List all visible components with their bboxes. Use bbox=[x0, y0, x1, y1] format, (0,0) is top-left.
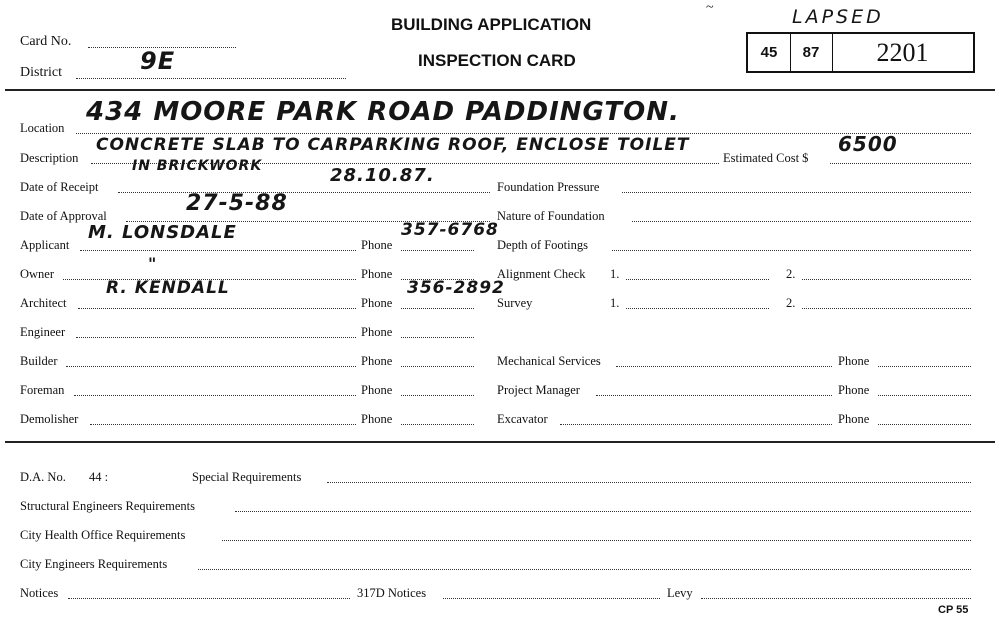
architect-phone-label: Phone bbox=[361, 296, 393, 310]
architect-phone-value: 356-2892 bbox=[407, 278, 505, 298]
ref-cell-a: 45 bbox=[748, 34, 791, 71]
demolisher-phone-label: Phone bbox=[361, 412, 393, 426]
alignment-check-label: Alignment Check bbox=[497, 267, 586, 281]
city-engineers-label: City Engineers Requirements bbox=[20, 557, 168, 571]
mechanical-phone-line bbox=[878, 366, 971, 367]
date-receipt-value: 28.10.87. bbox=[330, 165, 435, 186]
applicant-value: M. LONSDALE bbox=[88, 222, 237, 243]
lapsed-stamp: LAPSED bbox=[792, 6, 884, 28]
mechanical-line bbox=[616, 366, 832, 367]
builder-line bbox=[66, 366, 356, 367]
project-manager-line bbox=[596, 395, 832, 396]
depth-footings-label: Depth of Footings bbox=[497, 238, 588, 252]
special-requirements-label: Special Requirements bbox=[192, 470, 302, 484]
demolisher-label: Demolisher bbox=[20, 412, 79, 426]
foundation-pressure-label: Foundation Pressure bbox=[497, 180, 600, 194]
date-approval-value: 27-5-88 bbox=[186, 191, 288, 216]
nature-foundation-label: Nature of Foundation bbox=[497, 209, 605, 223]
header-divider bbox=[5, 89, 995, 91]
excavator-label: Excavator bbox=[497, 412, 548, 426]
district-line bbox=[76, 78, 346, 79]
foreman-phone-label: Phone bbox=[361, 383, 393, 397]
project-manager-phone-label: Phone bbox=[838, 383, 870, 397]
location-value: 434 MOORE PARK ROAD PADDINGTON. bbox=[86, 97, 680, 127]
survey-2-label: 2. bbox=[786, 296, 796, 310]
nature-foundation-line bbox=[632, 221, 971, 222]
district-value: 9E bbox=[140, 47, 176, 75]
description-line2: IN BRICKWORK bbox=[132, 158, 263, 174]
date-receipt-line bbox=[118, 192, 490, 193]
builder-label: Builder bbox=[20, 354, 58, 368]
da-no-value: 44 : bbox=[89, 470, 109, 484]
applicant-phone-value: 357-6768 bbox=[401, 220, 499, 240]
foundation-pressure-line bbox=[622, 192, 971, 193]
architect-label: Architect bbox=[20, 296, 67, 310]
demolisher-phone-line bbox=[401, 424, 474, 425]
owner-phone-label: Phone bbox=[361, 267, 393, 281]
mechanical-phone-label: Phone bbox=[838, 354, 870, 368]
builder-phone-label: Phone bbox=[361, 354, 393, 368]
alignment-1-label: 1. bbox=[610, 267, 620, 281]
applicant-line bbox=[80, 250, 356, 251]
estimated-cost-value: 6500 bbox=[838, 132, 898, 156]
structural-line bbox=[235, 511, 971, 512]
location-label: Location bbox=[20, 121, 65, 135]
survey-2-line bbox=[802, 308, 971, 309]
survey-1-line bbox=[626, 308, 769, 309]
foreman-label: Foreman bbox=[20, 383, 65, 397]
estimated-cost-label: Estimated Cost $ bbox=[723, 151, 809, 165]
architect-phone-line bbox=[401, 308, 474, 309]
alignment-1-line bbox=[626, 279, 769, 280]
title-line2: INSPECTION CARD bbox=[418, 51, 576, 70]
date-approval-label: Date of Approval bbox=[20, 209, 107, 223]
section-divider bbox=[5, 441, 995, 443]
reference-box bbox=[746, 32, 975, 73]
foreman-phone-line bbox=[401, 395, 474, 396]
engineer-line bbox=[76, 337, 356, 338]
levy-line bbox=[701, 598, 971, 599]
engineer-label: Engineer bbox=[20, 325, 66, 339]
notices-label: Notices bbox=[20, 586, 59, 600]
da-no-label: D.A. No. bbox=[20, 470, 66, 484]
builder-phone-line bbox=[401, 366, 474, 367]
form-code: CP 55 bbox=[938, 604, 969, 616]
applicant-phone-label: Phone bbox=[361, 238, 393, 252]
district-label: District bbox=[20, 65, 62, 80]
levy-label: Levy bbox=[667, 586, 693, 600]
engineer-phone-line bbox=[401, 337, 474, 338]
alignment-2-label: 2. bbox=[786, 267, 796, 281]
date-receipt-label: Date of Receipt bbox=[20, 180, 99, 194]
excavator-phone-line bbox=[878, 424, 971, 425]
ref-cell-b: 87 bbox=[790, 34, 833, 71]
pen-mark: ~ bbox=[706, 0, 714, 15]
notices-317d-line bbox=[443, 598, 660, 599]
excavator-line bbox=[560, 424, 832, 425]
structural-label: Structural Engineers Requirements bbox=[20, 499, 195, 513]
description-line1: CONCRETE SLAB TO CARPARKING ROOF, ENCLOSE TOILET bbox=[96, 135, 690, 155]
notices-line bbox=[68, 598, 350, 599]
description-label: Description bbox=[20, 151, 79, 165]
project-manager-phone-line bbox=[878, 395, 971, 396]
engineer-phone-label: Phone bbox=[361, 325, 393, 339]
health-line bbox=[222, 540, 971, 541]
special-requirements-line bbox=[327, 482, 971, 483]
survey-1-label: 1. bbox=[610, 296, 620, 310]
ref-cell-number: 2201 bbox=[876, 37, 929, 67]
health-label: City Health Office Requirements bbox=[20, 528, 186, 542]
applicant-phone-line bbox=[401, 250, 474, 251]
location-line bbox=[76, 133, 971, 134]
owner-value: " bbox=[148, 254, 158, 273]
mechanical-label: Mechanical Services bbox=[497, 354, 601, 368]
alignment-2-line bbox=[802, 279, 971, 280]
foreman-line bbox=[74, 395, 356, 396]
notices-317d-label: 317D Notices bbox=[357, 586, 427, 600]
title-line1: BUILDING APPLICATION bbox=[391, 15, 592, 34]
depth-footings-line bbox=[612, 250, 971, 251]
excavator-phone-label: Phone bbox=[838, 412, 870, 426]
architect-value: R. KENDALL bbox=[106, 278, 230, 298]
city-engineers-line bbox=[198, 569, 971, 570]
project-manager-label: Project Manager bbox=[497, 383, 580, 397]
demolisher-line bbox=[90, 424, 356, 425]
estimated-cost-line bbox=[830, 163, 971, 164]
survey-label: Survey bbox=[497, 296, 533, 310]
card-no-label: Card No. bbox=[20, 34, 72, 49]
owner-label: Owner bbox=[20, 267, 55, 281]
applicant-label: Applicant bbox=[20, 238, 70, 252]
architect-line bbox=[78, 308, 356, 309]
